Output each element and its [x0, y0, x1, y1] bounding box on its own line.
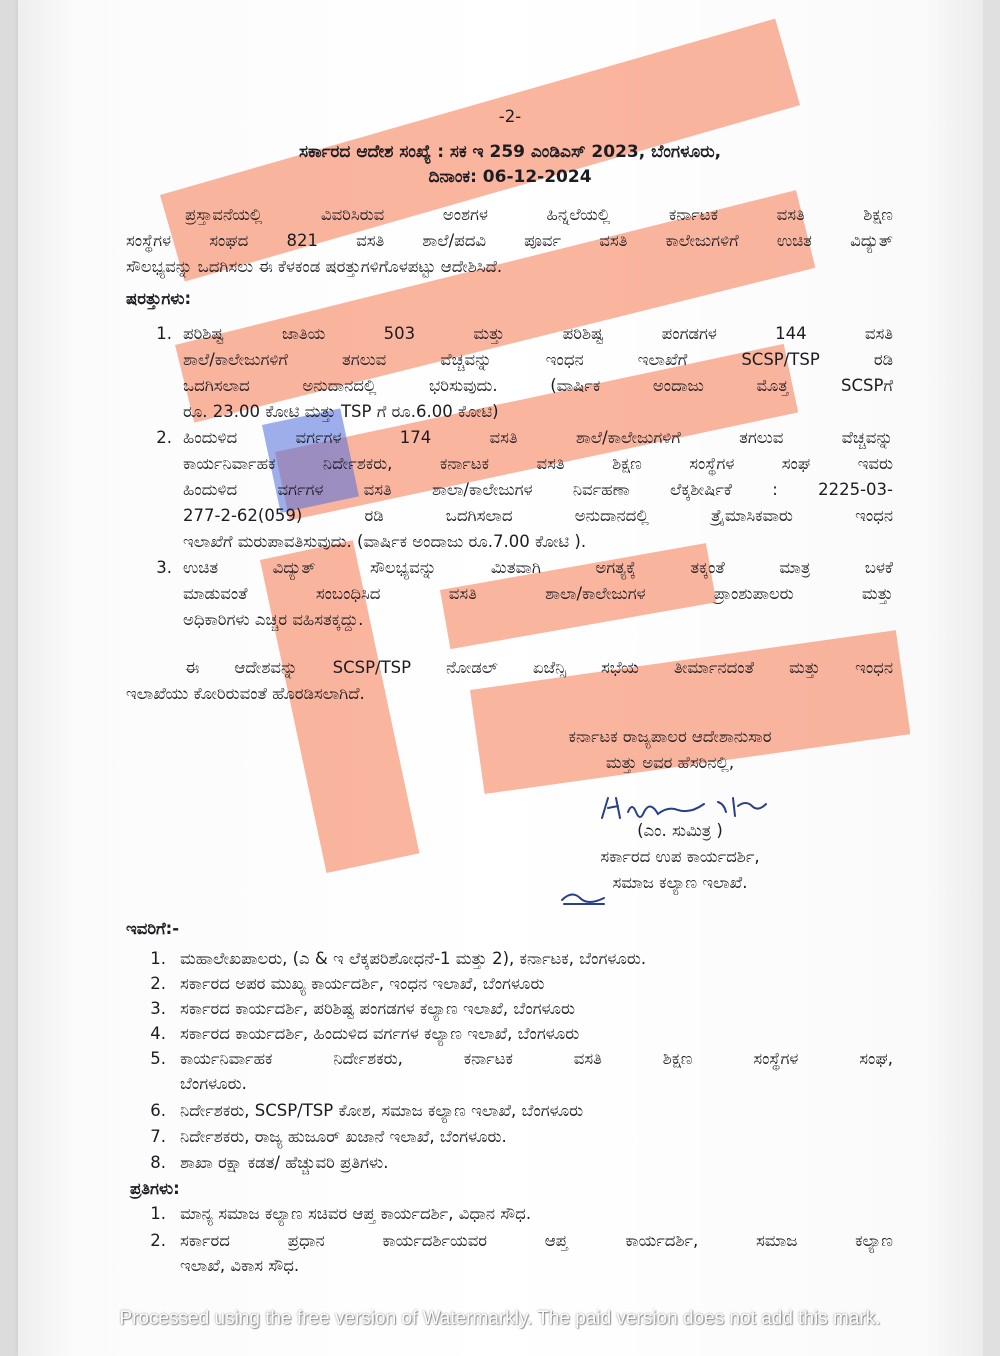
- order-heading-line2: ದಿನಾಂಕ: 06-12-2024: [428, 167, 592, 187]
- intro-line1: ಪ್ರಸ್ತಾವನೆಯಲ್ಲಿ ವಿವರಿಸಿರುವ ಅಂಶಗಳ ಹಿನ್ನಲೆಯಲ್ಲಿ ಕರ್ನಾಟಕ ವಸತಿ ಶಿಕ್ಷಣ: [185, 205, 893, 224]
- condition-1-line1: ಪರಿಶಿಷ್ಟ ಜಾತಿಯ 503 ಮತ್ತು ಪರಿಶಿಷ್ಟ ಪಂಗಡಗಳ 144 ವಸತಿ: [183, 324, 893, 343]
- condition-2-line2: ಕಾರ್ಯನಿರ್ವಾಹಕ ನಿರ್ದೇಶಕರು, ಕರ್ನಾಟಕ ವಸತಿ ಶಿಕ್ಷಣ ಸಂಸ್ಥೆಗಳ ಸಂಘ ಇವರು: [183, 454, 893, 473]
- closing-line2: ಇಲಾಖೆಯು ಕೋರಿರುವಂತೆ ಹೊರಡಿಸಲಾಗಿದೆ.: [126, 684, 365, 703]
- condition-3-line2: ಮಾಡುವಂತೆ ಸಂಬಂಧಿಸಿದ ವಸತಿ ಶಾಲಾ/ಕಾಲೇಜುಗಳ ಪ್ರಾಂಶುಪಾಲರು ಮತ್ತು: [183, 584, 893, 603]
- initial-scribble: [556, 886, 612, 908]
- frame-edge-left: [0, 0, 18, 1356]
- condition-3-line3: ಅಧಿಕಾರಿಗಳು ಎಚ್ಚರ ವಹಿಸತಕ್ಕದ್ದು.: [183, 610, 364, 629]
- intro-line2: ಸಂಸ್ಥೆಗಳ ಸಂಘದ 821 ವಸತಿ ಶಾಲೆ/ಪದವಿ ಪೂರ್ವ ವಸತಿ ಕಾಲೇಜುಗಳಿಗೆ ಉಚಿತ ವಿದ್ಯುತ್: [126, 231, 893, 250]
- recipient-4: ಸರ್ಕಾರದ ಕಾರ್ಯದರ್ಶಿ, ಹಿಂದುಳಿದ ವರ್ಗಗಳ ಕಲ್ಯಾಣ ಇಲಾಖೆ, ಬೆಂಗಳೂರು: [180, 1024, 580, 1043]
- recipient-number: 4.: [150, 1024, 166, 1043]
- condition-2-line5: ಇಲಾಖೆಗೆ ಮರುಪಾವತಿಸುವುದು. (ವಾರ್ಷಿಕ ಅಂದಾಜು ರೂ.7.00 ಕೋಟಿ ).: [183, 532, 587, 551]
- recipient-number: 1.: [150, 949, 166, 968]
- condition-2-line3: ಹಿಂದುಳಿದ ವರ್ಗಗಳ ವಸತಿ ಶಾಲಾ/ಕಾಲೇಜುಗಳ ನಿರ್ವಹಣಾ ಲೆಕ್ಕಶೀರ್ಷಿಕೆ : 2225-03-: [183, 480, 893, 499]
- copy-number: 2.: [150, 1231, 166, 1250]
- conditions-heading: ಷರತ್ತುಗಳು:: [126, 289, 192, 308]
- recipient-3: ಸರ್ಕಾರದ ಕಾರ್ಯದರ್ಶಿ, ಪರಿಶಿಷ್ಟ ಪಂಗಡಗಳ ಕಲ್ಯಾಣ ಇಲಾಖೆ, ಬೆಂಗಳೂರು: [180, 999, 576, 1018]
- frame-edge-right: [983, 0, 1000, 1356]
- copy-2-line1: ಸರ್ಕಾರದ ಪ್ರಧಾನ ಕಾರ್ಯದರ್ಶಿಯವರ ಆಪ್ತ ಕಾರ್ಯದರ್ಶಿ, ಸಮಾಜ ಕಲ್ಯಾಣ: [180, 1231, 893, 1250]
- recipient-8: ಶಾಖಾ ರಕ್ಷಾ ಕಡತ/ ಹೆಚ್ಚುವರಿ ಪ್ರತಿಗಳು.: [180, 1153, 389, 1172]
- condition-1-line3: ಒದಗಿಸಲಾದ ಅನುದಾನದಲ್ಲಿ ಭರಿಸುವುದು. (ವಾರ್ಷಿಕ ಅಂದಾಜು ಮೊತ್ತ SCSPಗೆ: [183, 376, 893, 395]
- closing-line1: ಈ ಆದೇಶವನ್ನು SCSP/TSP ನೋಡಲ್ ಏಜೆನ್ಸಿ ಸಭೆಯ ತೀರ್ಮಾನದಂತೆ ಮತ್ತು ಇಂಧನ: [185, 658, 893, 677]
- copies-heading: ಪ್ರತಿಗಳು:: [130, 1179, 180, 1198]
- condition-2-line1: ಹಿಂದುಳಿದ ವರ್ಗಗಳ 174 ವಸತಿ ಶಾಲೆ/ಕಾಲೇಜುಗಳಿಗೆ ತಗಲುವ ವೆಚ್ಚವನ್ನು: [183, 428, 893, 447]
- order-heading-line1: ಸರ್ಕಾರದ ಆದೇಶ ಸಂಖ್ಯೆ : ಸಕ ಇ 259 ಎಂಡಿಎಸ್ 2023, ಬೆಂಗಳೂರು,: [298, 142, 722, 162]
- recipient-2: ಸರ್ಕಾರದ ಅಪರ ಮುಖ್ಯ ಕಾರ್ಯದರ್ಶಿ, ಇಂಧನ ಇಲಾಖೆ, ಬೆಂಗಳೂರು: [180, 974, 545, 993]
- condition-number: 1.: [156, 324, 172, 343]
- to-heading: ಇವರಿಗೆ:-: [126, 919, 180, 938]
- condition-3-line1: ಉಚಿತ ವಿದ್ಯುತ್ ಸೌಲಭ್ಯವನ್ನು ಮಿತವಾಗಿ ಅಗತ್ಯಕ್ಕೆ ತಕ್ಕಂತೆ ಮಾತ್ರ ಬಳಕೆ: [183, 558, 893, 577]
- condition-number: 2.: [156, 428, 172, 447]
- recipient-number: 8.: [150, 1153, 166, 1172]
- copy-number: 1.: [150, 1204, 166, 1223]
- recipient-number: 6.: [150, 1101, 166, 1120]
- signature-authority-line2: ಮತ್ತು ಅವರ ಹೆಸರಿನಲ್ಲಿ,: [605, 753, 735, 772]
- recipient-5-line2: ಬೆಂಗಳೂರು.: [180, 1074, 247, 1093]
- copy-2-line2: ಇಲಾಖೆ, ವಿಕಾಸ ಸೌಧ.: [180, 1256, 300, 1275]
- signatory-designation: ಸರ್ಕಾರದ ಉಪ ಕಾರ್ಯದರ್ಶಿ,: [600, 847, 760, 866]
- recipient-6: ನಿರ್ದೇಶಕರು, SCSP/TSP ಕೋಶ, ಸಮಾಜ ಕಲ್ಯಾಣ ಇಲಾಖೆ, ಬೆಂಗಳೂರು: [180, 1101, 584, 1120]
- condition-1-line2: ಶಾಲೆ/ಕಾಲೇಜುಗಳಿಗೆ ತಗಲುವ ವೆಚ್ಚವನ್ನು ಇಂಧನ ಇಲಾಖೆಗೆ SCSP/TSP ರಡಿ: [183, 350, 893, 369]
- condition-1-line4: ರೂ. 23.00 ಕೋಟಿ ಮತ್ತು TSP ಗೆ ರೂ.6.00 ಕೋಟಿ): [183, 402, 499, 421]
- page-number: -2-: [498, 107, 522, 126]
- recipient-1: ಮಹಾಲೇಖಪಾಲರು, (ಎ & ಇ ಲೆಕ್ಕಪರಿಶೋಧನೆ-1 ಮತ್ತು 2), ಕರ್ನಾಟಕ, ಬೆಂಗಳೂರು.: [180, 949, 647, 968]
- recipient-number: 2.: [150, 974, 166, 993]
- signatory-department: ಸಮಾಜ ಕಲ್ಯಾಣ ಇಲಾಖೆ.: [612, 873, 748, 892]
- signature-authority-line1: ಕರ್ನಾಟಕ ರಾಜ್ಯಪಾಲರ ಆದೇಶಾನುಸಾರ: [568, 727, 772, 746]
- watermark-footer-text: Processed using the free version of Watermarkly. The paid version does not add this mark.: [119, 1308, 881, 1329]
- condition-2-line4: 277-2-62(059) ರಡಿ ಒದಗಿಸಲಾದ ಅನುದಾನದಲ್ಲಿ ತ್ರೈಮಾಸಿಕವಾರು ಇಂಧನ: [183, 506, 893, 525]
- signatory-name: (ಎಂ. ಸುಮಿತ್ರ ): [637, 821, 723, 840]
- recipient-number: 7.: [150, 1127, 166, 1146]
- recipient-number: 5.: [150, 1049, 166, 1068]
- recipient-number: 3.: [150, 999, 166, 1018]
- recipient-7: ನಿರ್ದೇಶಕರು, ರಾಜ್ಯ ಹುಜೂರ್ ಖಜಾನೆ ಇಲಾಖೆ, ಬೆಂಗಳೂರು.: [180, 1127, 507, 1146]
- condition-number: 3.: [156, 558, 172, 577]
- intro-line3: ಸೌಲಭ್ಯವನ್ನು ಒದಗಿಸಲು ಈ ಕೆಳಕಂಡ ಷರತ್ತುಗಳಿಗೊಳಪಟ್ಟು ಆದೇಶಿಸಿದೆ.: [126, 257, 503, 276]
- copy-1: ಮಾನ್ಯ ಸಮಾಜ ಕಲ್ಯಾಣ ಸಚಿವರ ಆಪ್ತ ಕಾರ್ಯದರ್ಶಿ, ವಿಧಾನ ಸೌಧ.: [180, 1204, 532, 1223]
- recipient-5-line1: ಕಾರ್ಯನಿರ್ವಾಹಕ ನಿರ್ದೇಶಕರು, ಕರ್ನಾಟಕ ವಸತಿ ಶಿಕ್ಷಣ ಸಂಸ್ಥೆಗಳ ಸಂಘ,: [180, 1049, 893, 1068]
